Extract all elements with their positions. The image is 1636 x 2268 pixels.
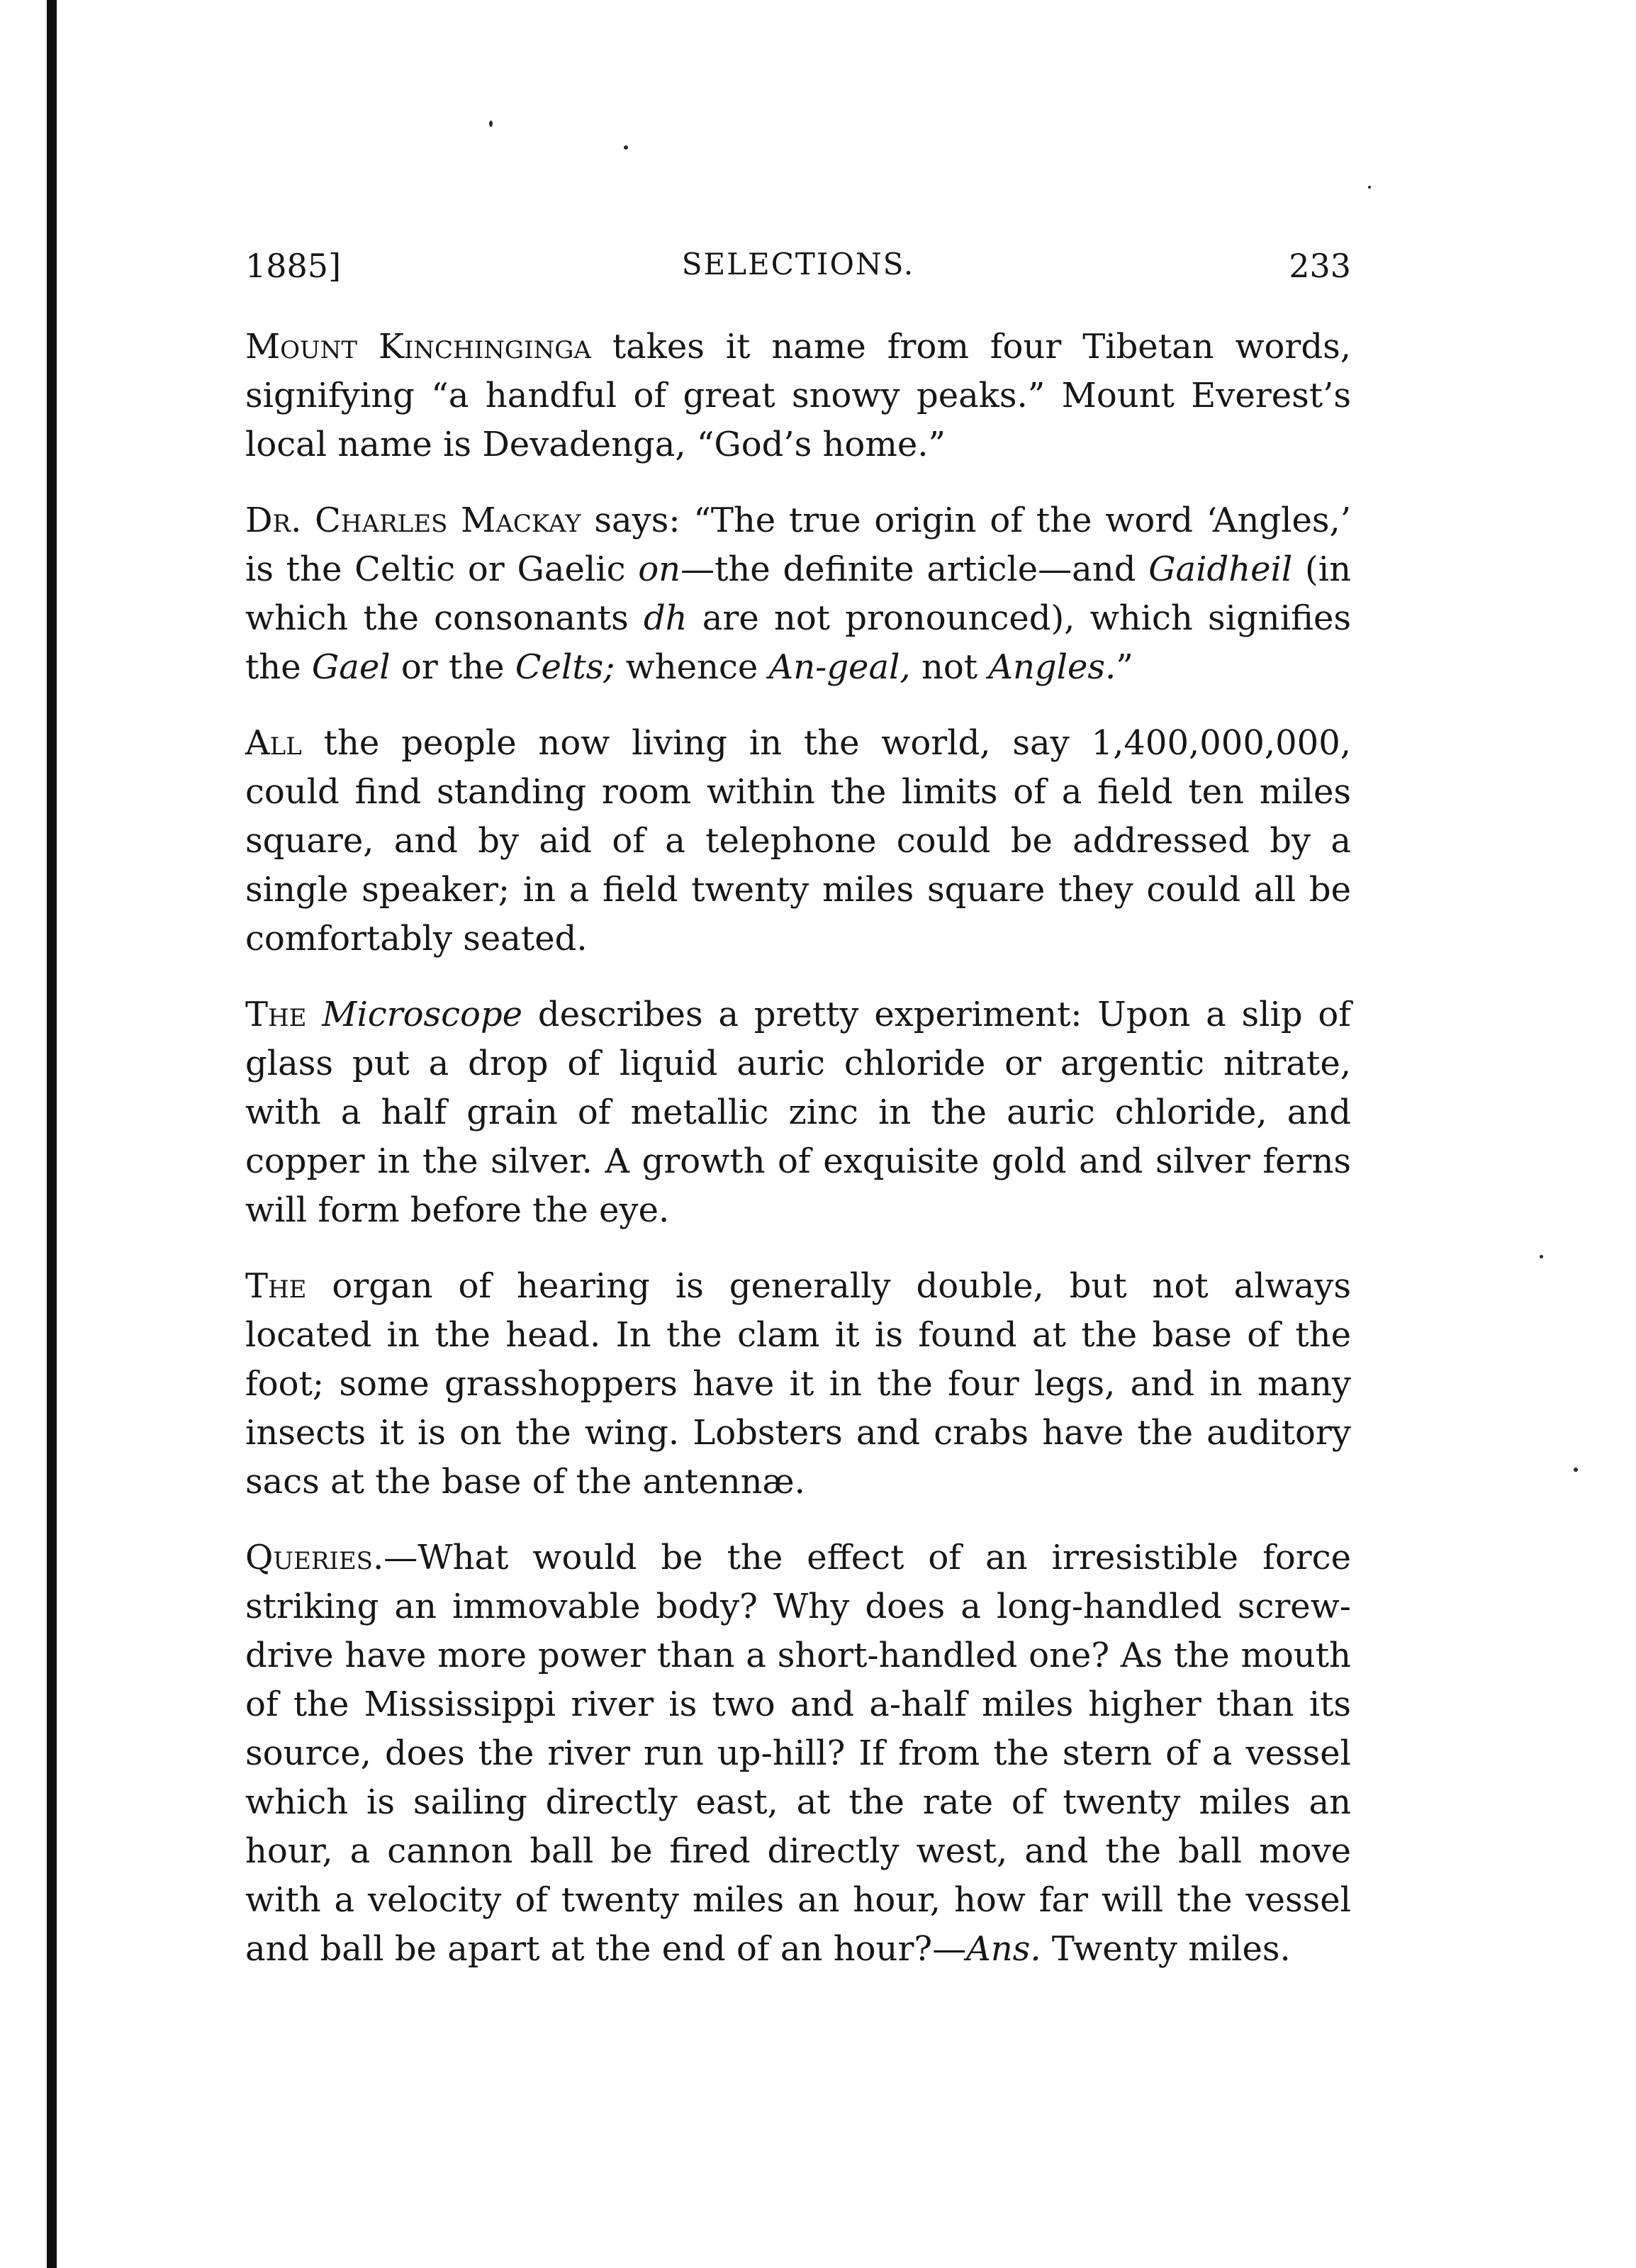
paragraph-text: takes it name from four Tibetan words, signifying “a handful of great snowy peaks.” Mount Everest’s local name is Devadenga, “God’s home.” (245, 327, 1351, 464)
scan-speck (1368, 186, 1371, 189)
italic-term: An-geal, (768, 647, 911, 687)
paragraph-lead: Queries. (245, 1538, 384, 1577)
italic-term: Celts; (515, 647, 615, 687)
paragraph-text: are not pronounced), which signifies the (245, 598, 1352, 687)
paragraph-text: ” (1116, 647, 1133, 687)
page-body (245, 323, 1351, 1974)
paragraph-text: organ of hearing is generally double, but not always located in the head. In the clam it is found at the base of the foot; some grasshoppers have it in the four legs, and in many insects it is on the wing. Lobsters and crabs have the auditory sacs at the base of the antennæ. (245, 1266, 1351, 1502)
paragraph-text: describes a pretty experiment: Upon a slip of glass put a drop of liquid auric chloride or argentic nitrate, with a half grain of metallic zinc in the auric chloride, and copper in the silver. A growth of exquisite gold and silver ferns will form before the eye. (245, 995, 1352, 1230)
header-year: 1885] (245, 247, 342, 285)
italic-term: dh (643, 598, 688, 638)
italic-term: Ans. (966, 1929, 1041, 1969)
paragraph-microscope (245, 990, 1351, 1235)
header-title: SELECTIONS. (681, 247, 915, 281)
scan-speck (624, 145, 628, 150)
paragraph-text: Twenty miles. (1041, 1929, 1291, 1969)
paragraph-text: says: “The true origin of the word ‘Angles,’ is the Celtic or Gaelic (245, 501, 1352, 589)
page-binding-edge (47, 0, 57, 2268)
italic-term: Microscope (322, 995, 523, 1034)
paragraph-mackay (245, 496, 1351, 692)
paragraph-hearing (245, 1262, 1351, 1507)
paragraph-lead: The (245, 1266, 307, 1306)
paragraph-lead: All (245, 723, 302, 763)
page-number: 233 (1289, 247, 1351, 285)
paragraph-queries (245, 1534, 1351, 1974)
paragraph-text: (in which the consonants (245, 549, 1352, 638)
paragraph-text: not (910, 647, 989, 687)
paragraph-lead: Mount Kinchinginga (245, 327, 591, 367)
paragraph-kinchinginga (245, 323, 1351, 469)
italic-term: Angles. (988, 647, 1116, 687)
paragraph-text: the people now living in the world, say 1,400,000,000, could find standing room within the limits of a field ten miles square, and by aid of a telephone could be addressed by a single speaker; in a field twenty miles square they could all be comfortably seated. (245, 723, 1351, 959)
paragraph-text (307, 995, 323, 1034)
italic-term: on (638, 549, 681, 589)
italic-term: Gael (311, 647, 391, 687)
paragraph-text: whence (615, 647, 769, 687)
running-header (245, 247, 1351, 296)
paragraph-lead: Dr. Charles Mackay (245, 501, 581, 540)
scan-speck (1574, 1468, 1578, 1472)
paragraph-text: or the (390, 647, 515, 687)
paragraph-text: —What would be the effect of an irresistible force striking an immovable body? Why does a long-handled screw-drive have more power than a short-handled one? As the mouth of the Mississippi river is two and a-half miles higher than its source, does the river run up-hill? If from the stern of a vessel which is sailing directly east, at the rate of twenty miles an hour, a cannon ball be fired directly west, and the ball move with a velocity of twenty miles an hour, how far will the vessel and ball be apart at the end of an hour?— (245, 1538, 1351, 1969)
scan-speck (1540, 1255, 1543, 1258)
paragraph-population (245, 719, 1351, 963)
paragraph-lead: The (245, 995, 307, 1034)
scan-speck (489, 121, 493, 127)
paragraph-text: —the definite article—and (680, 549, 1149, 589)
italic-term: Gaidheil (1148, 549, 1293, 589)
